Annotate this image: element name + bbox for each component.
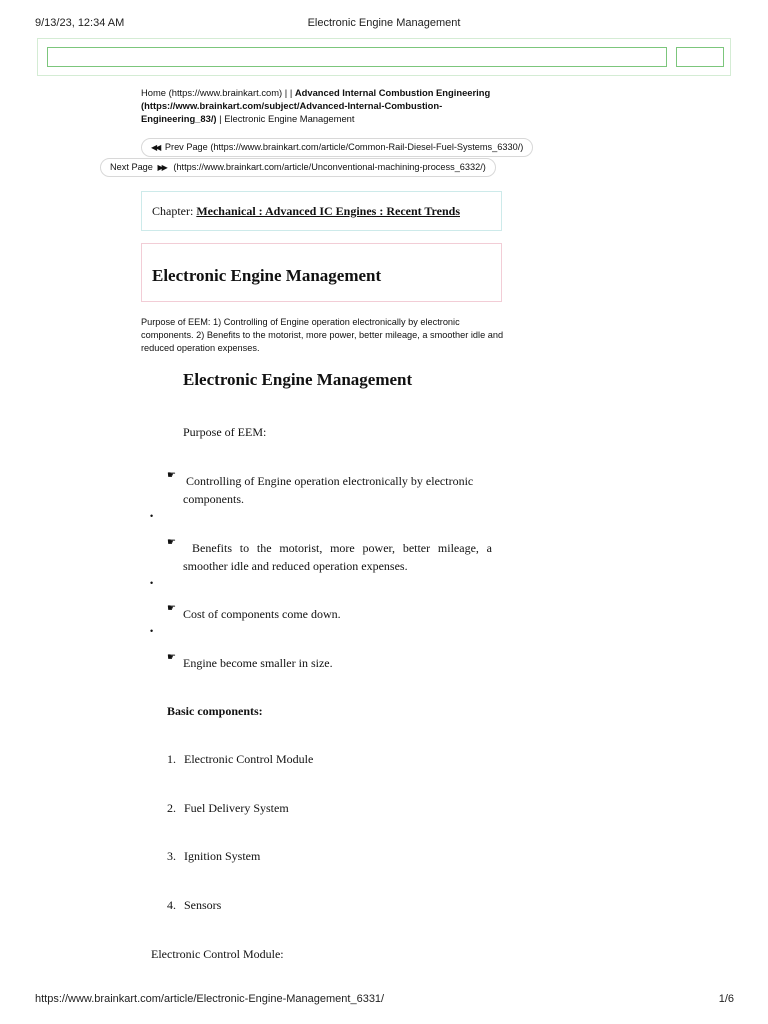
basic-components-heading: Basic components:	[167, 704, 263, 718]
print-page-title: Electronic Engine Management	[307, 17, 461, 29]
list-item-label: Electronic Control Module	[184, 752, 314, 766]
bullet-1-line2: components.	[183, 492, 244, 506]
double-left-arrow-icon: ◀◀	[151, 143, 160, 152]
pointing-hand-icon: ☛	[167, 603, 176, 614]
list-item-label: Ignition System	[184, 849, 261, 863]
list-item-label: Fuel Delivery System	[184, 801, 289, 815]
bullet-1-line1: Controlling of Engine operation electronically by electronic	[186, 474, 474, 488]
list-number: 3.	[167, 849, 176, 863]
list-dot: •	[150, 578, 154, 588]
pointing-hand-icon: ☛	[167, 470, 176, 481]
ecm-heading: Electronic Control Module:	[151, 947, 284, 961]
list-item	[167, 898, 221, 913]
list-item	[167, 752, 313, 767]
pointing-hand-icon: ☛	[167, 537, 176, 548]
pointing-hand-icon: ☛	[167, 652, 176, 663]
prev-page-label: Prev Page (https://www.brainkart.com/article/Common-Rail-Diesel-Fuel-Systems_6330/)	[164, 142, 524, 152]
next-page-button[interactable]	[100, 158, 496, 177]
search-bar	[37, 38, 731, 76]
article-summary: Purpose of EEM: 1) Controlling of Engine operation electronically by electronic components. 2) Benefits to the motorist, more power, better mileage, a smoother idle and reduced operation expenses.	[141, 317, 504, 353]
article-title: Electronic Engine Management	[141, 243, 502, 302]
chapter-link[interactable]: Mechanical : Advanced IC Engines : Recent Trends	[196, 204, 460, 218]
print-datetime: 9/13/23, 12:34 AM	[35, 17, 125, 29]
prev-page-button[interactable]	[141, 138, 533, 157]
list-dot: •	[150, 626, 154, 636]
breadcrumb-home-link[interactable]: Home (https://www.brainkart.com) | |	[141, 87, 293, 98]
next-page-url: (https://www.brainkart.com/article/Unconventional-machining-process_6332/)	[173, 162, 486, 172]
purpose-label: Purpose of EEM:	[183, 425, 267, 439]
bullet-2-line1: Benefits to the motorist, more power, better mileage, a	[192, 541, 492, 555]
search-button[interactable]	[676, 47, 724, 67]
breadcrumb-current: | Electronic Engine Management	[219, 113, 355, 124]
double-right-arrow-icon: ▶▶	[157, 163, 166, 172]
list-number: 1.	[167, 752, 176, 766]
chapter-box	[141, 191, 502, 231]
print-page-number: 1/6	[718, 993, 734, 1005]
breadcrumb	[141, 86, 503, 125]
list-number: 4.	[167, 898, 176, 912]
bullet-3-line1: Cost of components come down.	[183, 607, 341, 621]
list-item	[167, 849, 260, 864]
next-page-label: Next Page	[110, 162, 153, 172]
content-heading: Electronic Engine Management	[183, 370, 413, 389]
list-dot: •	[150, 511, 154, 521]
search-input[interactable]	[47, 47, 667, 67]
chapter-prefix: Chapter:	[152, 204, 194, 218]
bullet-2-line2: smoother idle and reduced operation expenses.	[183, 559, 408, 573]
bullet-4-line1: Engine become smaller in size.	[183, 656, 333, 670]
print-url: https://www.brainkart.com/article/Electronic-Engine-Management_6331/	[35, 993, 385, 1005]
list-item	[167, 801, 289, 816]
list-number: 2.	[167, 801, 176, 815]
list-item-label: Sensors	[184, 898, 222, 912]
breadcrumb-subject-link[interactable]: Advanced Internal Combustion Engineering (https://www.brainkart.com/subject/Advanced-Internal-Combustion-Engineering_83/)	[141, 87, 491, 124]
